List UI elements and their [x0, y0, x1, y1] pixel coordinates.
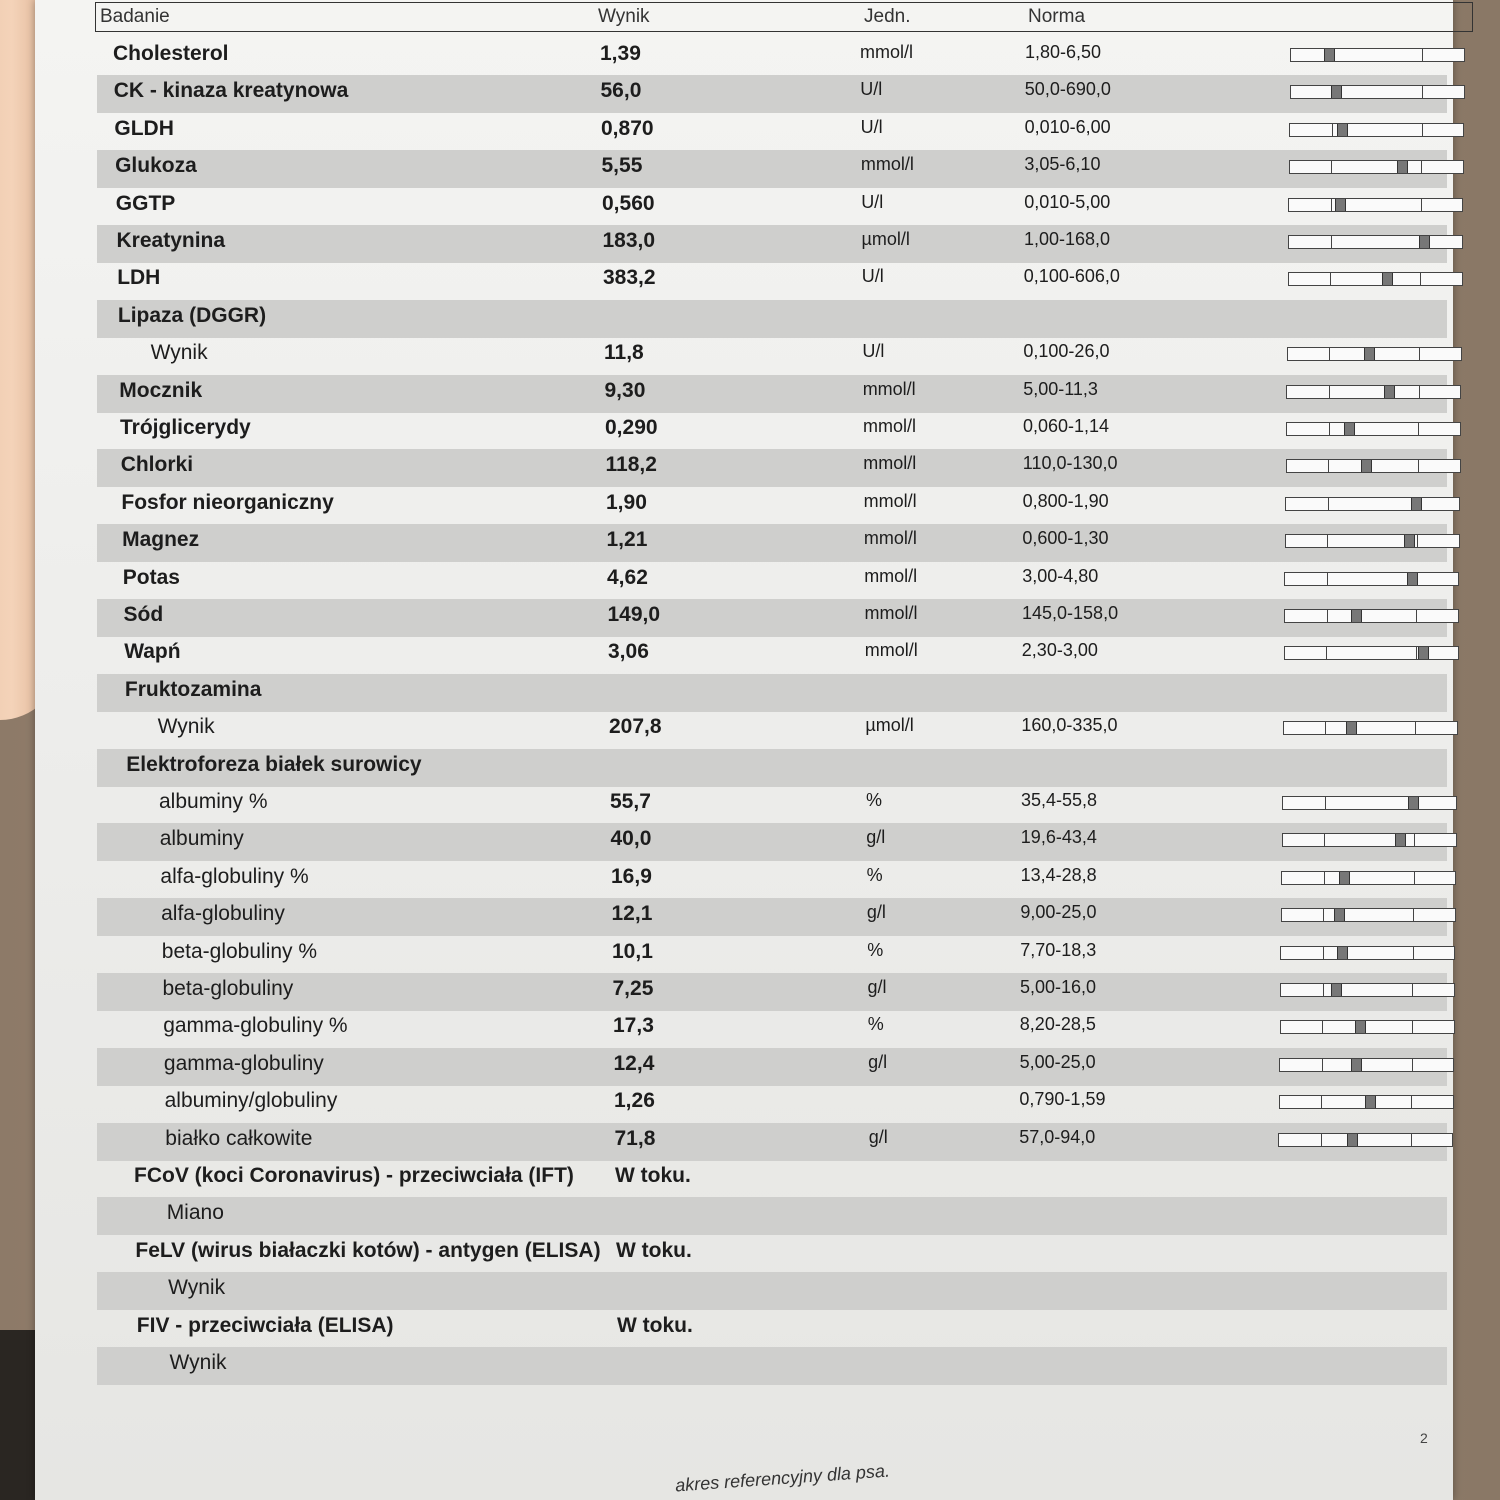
test-unit: %: [866, 790, 883, 810]
value-marker: [1335, 199, 1346, 211]
test-name: Fosfor nieorganiczny: [121, 490, 334, 514]
reference-range: 13,4-28,8: [1020, 864, 1097, 885]
test-unit: U/l: [860, 116, 883, 137]
test-name: Magnez: [122, 528, 200, 552]
header-jedn: Jedn.: [864, 6, 911, 27]
range-upper-divider: [1419, 348, 1420, 360]
range-indicator-bar: [1281, 871, 1456, 885]
test-unit: mmol/l: [862, 378, 916, 399]
test-name: beta-globuliny: [162, 977, 294, 1000]
test-name: FeLV (wirus białaczki kotów) - antygen (ELISA): [135, 1238, 601, 1262]
range-lower-divider: [1323, 947, 1324, 959]
test-unit: mmol/l: [864, 640, 918, 661]
table-row: [35, 335, 1453, 373]
value-marker: [1419, 236, 1430, 248]
range-lower-divider: [1325, 797, 1326, 809]
value-marker: [1408, 797, 1419, 809]
range-indicator-bar: [1290, 48, 1465, 62]
range-lower-divider: [1328, 460, 1329, 472]
test-name: FIV - przeciwciała (ELISA): [136, 1313, 394, 1337]
reference-range: 19,6-43,4: [1020, 827, 1097, 848]
reference-range: 5,00-25,0: [1019, 1051, 1096, 1072]
reference-range: 1,00-168,0: [1024, 229, 1111, 249]
reference-range: 35,4-55,8: [1021, 790, 1098, 810]
range-upper-divider: [1418, 423, 1419, 435]
test-unit: mmol/l: [864, 565, 918, 586]
test-name: Potas: [122, 565, 180, 589]
test-value: 40,0: [610, 827, 652, 851]
range-lower-divider: [1322, 1059, 1323, 1071]
test-value: 149,0: [607, 603, 661, 626]
range-lower-divider: [1331, 236, 1332, 248]
value-marker: [1395, 834, 1406, 846]
test-name: Elektroforeza białek surowicy: [126, 752, 422, 776]
test-name: Kreatynina: [116, 229, 226, 252]
test-unit: g/l: [867, 977, 887, 997]
table-row: [35, 597, 1453, 635]
range-lower-divider: [1323, 909, 1324, 921]
range-lower-divider: [1321, 1096, 1322, 1108]
range-indicator-bar: [1287, 347, 1462, 361]
range-lower-divider: [1325, 722, 1326, 734]
table-row: [35, 447, 1453, 485]
reference-range: 2,30-3,00: [1021, 640, 1098, 661]
value-marker: [1404, 535, 1415, 547]
value-marker: [1331, 86, 1342, 98]
test-name: Mocznik: [119, 378, 203, 402]
header-badanie: Badanie: [100, 6, 170, 27]
test-unit: g/l: [868, 1051, 888, 1072]
test-value: 1,26: [614, 1089, 655, 1113]
table-row: [35, 1083, 1453, 1121]
value-marker: [1324, 49, 1335, 61]
page-number: 2: [1420, 1430, 1428, 1446]
test-name: CK - kinaza kreatynowa: [113, 79, 349, 103]
value-marker: [1365, 1096, 1376, 1108]
table-row: [35, 634, 1453, 672]
range-upper-divider: [1412, 1021, 1413, 1033]
range-upper-divider: [1416, 610, 1417, 622]
range-indicator-bar: [1278, 1133, 1453, 1147]
reference-range: 1,80-6,50: [1025, 42, 1102, 62]
range-indicator-bar: [1280, 983, 1455, 997]
test-name: albuminy %: [159, 790, 268, 813]
table-row: [35, 1270, 1453, 1308]
value-marker: [1347, 1134, 1358, 1146]
range-upper-divider: [1420, 273, 1421, 285]
reference-range: 50,0-690,0: [1024, 79, 1111, 100]
test-name: GGTP: [115, 191, 176, 215]
range-indicator-bar: [1285, 497, 1460, 511]
range-indicator-bar: [1290, 85, 1465, 99]
reference-range: 3,00-4,80: [1022, 565, 1099, 586]
table-row: [35, 747, 1453, 785]
test-unit: mmol/l: [864, 603, 918, 623]
range-upper-divider: [1419, 386, 1420, 398]
test-name: Sód: [123, 603, 164, 626]
range-indicator-bar: [1282, 833, 1457, 847]
table-row: [35, 971, 1453, 1009]
test-name: Miano: [166, 1201, 224, 1225]
table-row: [35, 1008, 1453, 1046]
range-indicator-bar: [1288, 198, 1463, 212]
test-unit: g/l: [866, 902, 886, 923]
test-value: 11,8: [604, 341, 644, 365]
range-lower-divider: [1331, 161, 1332, 173]
test-value: 16,9: [611, 864, 652, 888]
reference-range: 0,100-26,0: [1023, 341, 1110, 362]
value-marker: [1351, 1059, 1362, 1071]
test-name: FCoV (koci Coronavirus) - przeciwciała (IFT): [134, 1164, 574, 1187]
test-value: 56,0: [600, 79, 642, 103]
range-lower-divider: [1326, 647, 1327, 659]
range-indicator-bar: [1288, 235, 1463, 249]
test-value: W toku.: [617, 1313, 693, 1337]
table-row: [35, 36, 1453, 74]
range-lower-divider: [1327, 535, 1328, 547]
range-upper-divider: [1418, 460, 1419, 472]
test-value: W toku.: [615, 1164, 691, 1187]
range-lower-divider: [1324, 872, 1325, 884]
test-name: Wynik: [169, 1351, 227, 1374]
test-name: Wynik: [150, 341, 208, 365]
range-lower-divider: [1323, 984, 1324, 996]
value-marker: [1337, 947, 1348, 959]
range-lower-divider: [1324, 834, 1325, 846]
range-upper-divider: [1413, 909, 1414, 921]
reference-range: 0,060-1,14: [1023, 416, 1110, 436]
range-indicator-bar: [1286, 459, 1461, 473]
range-upper-divider: [1412, 1059, 1413, 1071]
test-name: Trójglicerydy: [120, 416, 251, 439]
range-indicator-bar: [1288, 272, 1463, 286]
table-row: [35, 672, 1453, 710]
value-marker: [1418, 647, 1429, 659]
range-indicator-bar: [1286, 422, 1461, 436]
test-name: gamma-globuliny %: [163, 1014, 348, 1038]
value-marker: [1339, 872, 1350, 884]
header-wynik: Wynik: [598, 6, 650, 27]
range-upper-divider: [1415, 722, 1416, 734]
table-row: [35, 223, 1453, 261]
range-lower-divider: [1327, 610, 1328, 622]
test-value: 10,1: [612, 939, 653, 963]
test-value: 12,4: [613, 1051, 655, 1075]
range-upper-divider: [1411, 1096, 1412, 1108]
range-lower-divider: [1329, 423, 1330, 435]
lab-report-sheet: [35, 0, 1453, 1500]
test-unit: U/l: [860, 79, 883, 100]
table-row: [35, 1345, 1453, 1383]
range-lower-divider: [1321, 1134, 1322, 1146]
test-name: gamma-globuliny: [163, 1051, 324, 1075]
range-indicator-bar: [1279, 1058, 1454, 1072]
header-norma: Norma: [1028, 6, 1086, 27]
test-name: LDH: [117, 266, 161, 290]
test-name: białko całkowite: [165, 1126, 313, 1150]
value-marker: [1361, 460, 1372, 472]
range-upper-divider: [1414, 872, 1415, 884]
test-name: albuminy: [159, 827, 244, 851]
reference-range: 0,010-6,00: [1024, 116, 1111, 137]
test-value: 0,870: [601, 116, 654, 140]
test-name: alfa-globuliny %: [160, 864, 309, 888]
value-marker: [1344, 423, 1355, 435]
range-indicator-bar: [1279, 1095, 1454, 1109]
range-lower-divider: [1332, 124, 1333, 136]
range-upper-divider: [1416, 647, 1417, 659]
reference-range: 0,790-1,59: [1019, 1089, 1106, 1110]
test-unit: mmol/l: [863, 490, 917, 511]
table-header: [95, 2, 1473, 32]
table-row: [35, 260, 1453, 298]
value-marker: [1334, 909, 1345, 921]
test-name: Cholesterol: [113, 42, 229, 65]
test-name: Wynik: [168, 1276, 226, 1300]
reference-range: 5,00-16,0: [1020, 977, 1097, 997]
range-upper-divider: [1421, 161, 1422, 173]
table-row: [35, 485, 1453, 523]
test-name: albuminy/globuliny: [164, 1089, 338, 1113]
table-row: [35, 896, 1453, 934]
reference-range: 0,010-5,00: [1024, 191, 1111, 212]
test-unit: %: [867, 939, 884, 960]
test-name: alfa-globuliny: [161, 902, 285, 926]
test-value: 9,30: [604, 378, 646, 402]
range-indicator-bar: [1281, 908, 1456, 922]
range-upper-divider: [1417, 535, 1418, 547]
range-lower-divider: [1329, 386, 1330, 398]
test-value: 5,55: [601, 154, 643, 178]
table-row: [35, 1046, 1453, 1084]
test-value: 4,62: [607, 565, 648, 589]
range-indicator-bar: [1280, 946, 1455, 960]
test-unit: U/l: [861, 191, 884, 212]
test-unit: µmol/l: [861, 229, 910, 249]
range-indicator-bar: [1285, 534, 1460, 548]
reference-range: 145,0-158,0: [1022, 603, 1119, 623]
test-value: 7,25: [612, 977, 654, 1000]
reference-range: 7,70-18,3: [1020, 939, 1097, 960]
test-unit: g/l: [868, 1126, 888, 1147]
value-marker: [1346, 722, 1357, 734]
table-row: [35, 1195, 1453, 1233]
table-row: [35, 186, 1453, 224]
table-row: [35, 111, 1453, 149]
range-lower-divider: [1327, 573, 1328, 585]
table-row: [35, 373, 1453, 411]
test-value: 71,8: [614, 1126, 656, 1150]
table-row: [35, 148, 1453, 186]
range-upper-divider: [1421, 199, 1422, 211]
table-row: [35, 784, 1453, 822]
range-lower-divider: [1330, 273, 1331, 285]
test-value: 383,2: [603, 266, 656, 290]
value-marker: [1355, 1021, 1366, 1033]
table-row: [35, 1233, 1453, 1271]
test-name: Chlorki: [120, 453, 194, 477]
table-row: [35, 821, 1453, 859]
range-lower-divider: [1328, 498, 1329, 510]
reference-range: 8,20-28,5: [1019, 1014, 1096, 1035]
table-row: [35, 1308, 1453, 1346]
test-value: 1,39: [600, 42, 641, 65]
test-name: Wapń: [124, 640, 181, 664]
range-indicator-bar: [1283, 721, 1458, 735]
value-marker: [1384, 386, 1395, 398]
test-value: 183,0: [602, 229, 656, 252]
range-upper-divider: [1422, 86, 1423, 98]
range-indicator-bar: [1289, 160, 1464, 174]
range-upper-divider: [1412, 984, 1413, 996]
range-upper-divider: [1411, 1134, 1412, 1146]
test-name: Fruktozamina: [124, 677, 262, 701]
test-value: 12,1: [611, 902, 653, 926]
range-indicator-bar: [1282, 796, 1457, 810]
table-row: [35, 73, 1453, 111]
range-lower-divider: [1331, 199, 1332, 211]
value-marker: [1411, 498, 1422, 510]
test-unit: %: [866, 864, 883, 885]
range-upper-divider: [1414, 834, 1415, 846]
table-row: [35, 560, 1453, 598]
test-unit: mmol/l: [863, 453, 917, 474]
test-unit: mmol/l: [860, 154, 914, 175]
range-indicator-bar: [1286, 385, 1461, 399]
range-upper-divider: [1413, 947, 1414, 959]
test-name: Glukoza: [115, 154, 197, 178]
range-indicator-bar: [1284, 646, 1459, 660]
value-marker: [1364, 348, 1375, 360]
test-unit: µmol/l: [865, 715, 914, 736]
test-unit: %: [867, 1014, 884, 1035]
test-unit: U/l: [861, 266, 884, 287]
table-row: [35, 298, 1453, 336]
value-marker: [1331, 984, 1342, 996]
value-marker: [1382, 273, 1393, 285]
reference-range: 110,0-130,0: [1022, 453, 1118, 474]
table-row: [35, 934, 1453, 972]
range-indicator-bar: [1284, 609, 1459, 623]
table-row: [35, 1158, 1453, 1196]
test-value: 118,2: [605, 453, 657, 477]
range-indicator-bar: [1284, 572, 1459, 586]
test-value: 1,21: [606, 528, 648, 552]
test-unit: mmol/l: [860, 42, 913, 62]
table-row: [35, 410, 1453, 448]
reference-range: 57,0-94,0: [1019, 1126, 1096, 1147]
test-value: W toku.: [616, 1238, 692, 1262]
table-row: [35, 709, 1453, 747]
value-marker: [1407, 573, 1418, 585]
reference-range: 5,00-11,3: [1023, 378, 1098, 399]
value-marker: [1337, 124, 1348, 136]
value-marker: [1351, 610, 1362, 622]
test-unit: g/l: [866, 827, 886, 848]
test-value: 207,8: [609, 715, 662, 739]
reference-range: 0,100-606,0: [1023, 266, 1120, 287]
reference-range: 9,00-25,0: [1020, 902, 1097, 923]
test-unit: mmol/l: [863, 416, 916, 436]
table-row: [35, 859, 1453, 897]
test-unit: U/l: [862, 341, 885, 362]
reference-range: 0,600-1,30: [1022, 528, 1109, 549]
range-indicator-bar: [1280, 1020, 1455, 1034]
test-value: 0,560: [602, 191, 655, 215]
test-name: Lipaza (DGGR): [117, 303, 267, 327]
value-marker: [1397, 161, 1408, 173]
test-value: 1,90: [606, 490, 647, 514]
reference-range: 0,800-1,90: [1022, 490, 1109, 511]
test-unit: mmol/l: [863, 528, 917, 549]
table-row: [35, 1121, 1453, 1159]
range-indicator-bar: [1289, 123, 1464, 137]
range-lower-divider: [1322, 1021, 1323, 1033]
test-name: Wynik: [157, 715, 215, 739]
range-lower-divider: [1329, 348, 1330, 360]
test-value: 0,290: [605, 416, 658, 439]
test-name: beta-globuliny %: [161, 939, 318, 963]
footer-note: akres referencyjny dla psa.: [674, 1460, 891, 1496]
test-value: 55,7: [610, 790, 651, 813]
reference-range: 3,05-6,10: [1024, 154, 1101, 175]
test-name: GLDH: [114, 116, 174, 140]
range-upper-divider: [1422, 49, 1423, 61]
reference-range: 160,0-335,0: [1021, 715, 1118, 736]
test-value: 3,06: [608, 640, 649, 664]
table-row: [35, 522, 1453, 560]
range-upper-divider: [1422, 124, 1423, 136]
test-value: 17,3: [613, 1014, 654, 1038]
